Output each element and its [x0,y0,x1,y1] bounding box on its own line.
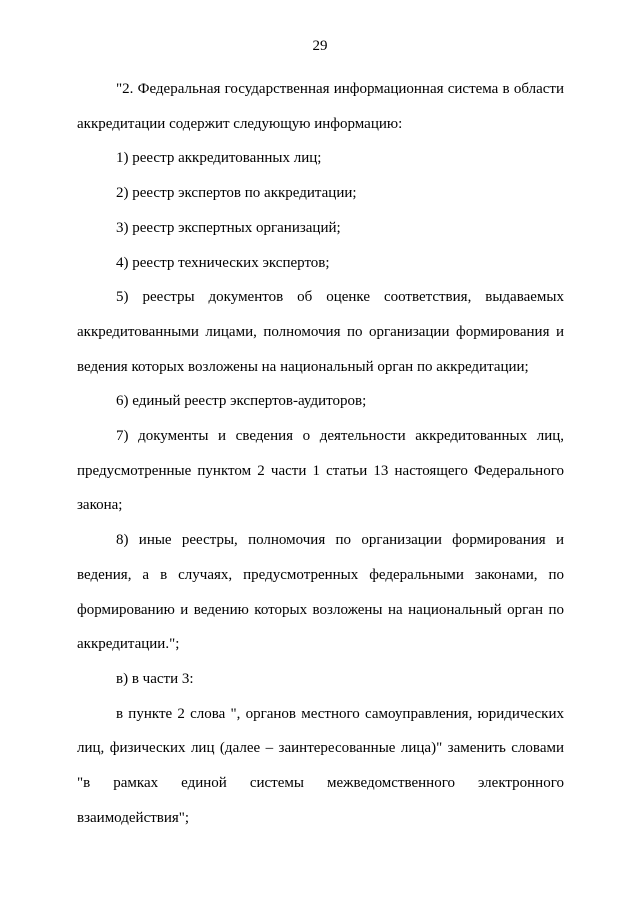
paragraph-part-3: в) в части 3: [116,670,194,687]
paragraph-item-7: 7) документы и сведения о деятельности аккредитованных лиц, предусмотренные пунктом 2 части 1 статьи 13 настоящего Федерального закона; [77,428,564,514]
page-number: 29 [312,38,328,54]
paragraph-item-2: 2) реестр экспертов по аккредитации; [116,185,357,202]
paragraph-item-6: 6) единый реестр экспертов-аудиторов; [116,393,367,410]
paragraph-point-2: в пункте 2 слова ", органов местного самоуправления, юридических лиц, физических лиц (далее – заинтересованные лица)" заменить словами "в рамках единой системы межведомственного электронного взаимодействия"; [77,705,564,826]
paragraph-item-3: 3) реестр экспертных организаций; [116,219,341,236]
document-body [77,72,564,835]
paragraph-intro: "2. Федеральная государственная информационная система в области аккредитации содержит следующую информацию: [77,81,564,132]
paragraph-item-5: 5) реестры документов об оценке соответствия, выдаваемых аккредитованными лицами, полномочия по организации формирования и ведения которых возложены на национальный орган по аккредитации; [77,289,564,375]
paragraph-item-4: 4) реестр технических экспертов; [116,254,330,271]
paragraph-item-8: 8) иные реестры, полномочия по организации формирования и ведения, а в случаях, предусмотренных федеральными законами, по формированию и ведению которых возложены на национальный орган по аккредитации."; [77,532,564,653]
paragraph-item-1: 1) реестр аккредитованных лиц; [116,150,322,167]
